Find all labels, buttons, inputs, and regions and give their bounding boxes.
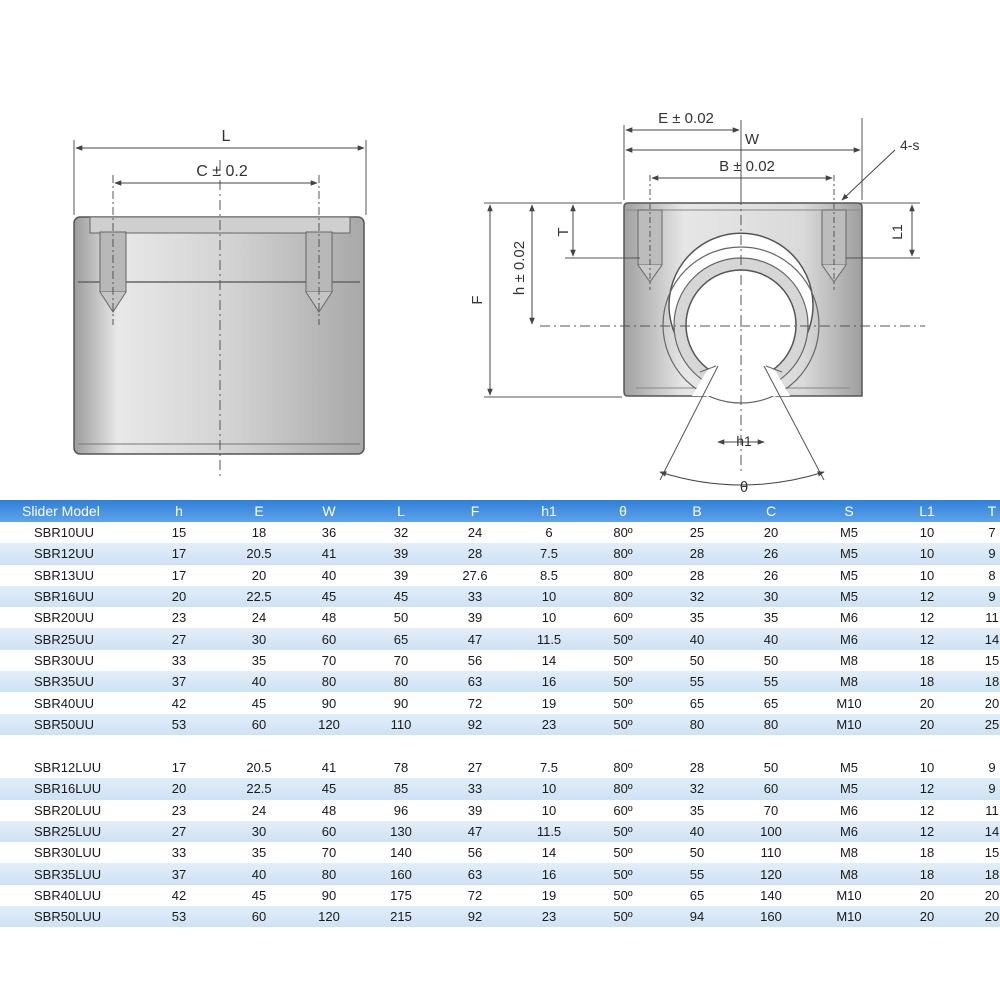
table-cell: 10 — [890, 522, 964, 543]
table-cell: 48 — [294, 800, 364, 821]
table-cell: 65 — [660, 692, 734, 713]
table-cell: 40 — [224, 863, 294, 884]
table-cell: 110 — [364, 714, 438, 735]
table-cell: 16 — [512, 863, 586, 884]
table-cell: 175 — [364, 885, 438, 906]
table-cell: 27 — [134, 821, 224, 842]
table-cell: 36 — [294, 522, 364, 543]
table-row — [0, 522, 1000, 543]
model-cell: SBR12LUU — [0, 757, 134, 778]
table-cell: 60 — [734, 778, 808, 799]
table-cell: M8 — [808, 671, 890, 692]
table-cell: 14 — [512, 842, 586, 863]
table-cell: 55 — [660, 671, 734, 692]
table-cell: 70 — [294, 842, 364, 863]
column-header: L1 — [890, 500, 964, 522]
table-cell: 80 — [294, 671, 364, 692]
table-cell: 20 — [890, 885, 964, 906]
table-cell: M5 — [808, 757, 890, 778]
model-cell: SBR20LUU — [0, 800, 134, 821]
table-cell: 40 — [224, 671, 294, 692]
table-cell: 50º — [586, 821, 660, 842]
table-row — [0, 543, 1000, 564]
table-cell: 12 — [890, 821, 964, 842]
model-cell: SBR25UU — [0, 628, 134, 649]
table-cell: 140 — [734, 885, 808, 906]
table-cell: 85 — [364, 778, 438, 799]
model-cell: SBR20UU — [0, 607, 134, 628]
model-cell: SBR35LUU — [0, 863, 134, 884]
table-cell: 14 — [512, 650, 586, 671]
column-header: E — [224, 500, 294, 522]
table-cell: 41 — [294, 543, 364, 564]
table-cell: 20 — [224, 565, 294, 586]
table-cell: 45 — [224, 692, 294, 713]
table-cell: 78 — [364, 757, 438, 778]
table-cell: 11.5 — [512, 628, 586, 649]
table-cell: M6 — [808, 821, 890, 842]
table-cell: 40 — [660, 821, 734, 842]
model-cell: SBR40UU — [0, 692, 134, 713]
table-cell: 60º — [586, 607, 660, 628]
table-cell: 32 — [660, 586, 734, 607]
table-cell: 50º — [586, 628, 660, 649]
table-cell: 20 — [134, 778, 224, 799]
table-cell: 41 — [294, 757, 364, 778]
table-cell: 42 — [134, 885, 224, 906]
table-cell: 60 — [224, 714, 294, 735]
table-row — [0, 692, 1000, 713]
table-cell: 120 — [294, 714, 364, 735]
table-cell: 7 — [964, 522, 1000, 543]
separator-cell — [0, 735, 1000, 757]
table-cell: 11 — [964, 607, 1000, 628]
table-row — [0, 906, 1000, 927]
model-cell: SBR50UU — [0, 714, 134, 735]
table-cell: 42 — [134, 692, 224, 713]
column-header: C — [734, 500, 808, 522]
table-cell: M5 — [808, 543, 890, 564]
table-cell: 9 — [964, 543, 1000, 564]
table-row — [0, 863, 1000, 884]
table-cell: 50º — [586, 692, 660, 713]
table-cell: 65 — [660, 885, 734, 906]
column-header: W — [294, 500, 364, 522]
table-cell: 50º — [586, 885, 660, 906]
model-cell: SBR50LUU — [0, 906, 134, 927]
model-cell: SBR12UU — [0, 543, 134, 564]
label-B: B ± 0.02 — [719, 158, 775, 175]
table-cell: 28 — [438, 543, 512, 564]
table-cell: 10 — [512, 800, 586, 821]
table-cell: 10 — [890, 543, 964, 564]
table-cell: 47 — [438, 821, 512, 842]
table-cell: 47 — [438, 628, 512, 649]
label-F: F — [469, 295, 486, 305]
table-cell: 12 — [890, 607, 964, 628]
table-cell: 23 — [512, 714, 586, 735]
model-cell: SBR16UU — [0, 586, 134, 607]
table-cell: 45 — [364, 586, 438, 607]
table-cell: 55 — [660, 863, 734, 884]
table-cell: 33 — [438, 586, 512, 607]
label-E: E ± 0.02 — [658, 110, 714, 127]
table-cell: 35 — [660, 800, 734, 821]
table-cell: 23 — [512, 906, 586, 927]
model-cell: SBR10UU — [0, 522, 134, 543]
table-cell: M10 — [808, 885, 890, 906]
table-cell: 18 — [224, 522, 294, 543]
table-row — [0, 650, 1000, 671]
table-cell: 45 — [294, 586, 364, 607]
table-row — [0, 714, 1000, 735]
label-C: C ± 0.2 — [196, 163, 248, 180]
table-cell: M8 — [808, 650, 890, 671]
table-cell: 53 — [134, 714, 224, 735]
table-cell: 27 — [438, 757, 512, 778]
table-cell: 96 — [364, 800, 438, 821]
table-cell: 10 — [890, 565, 964, 586]
table-cell: 12 — [890, 800, 964, 821]
table-cell: 70 — [364, 650, 438, 671]
column-header: θ — [586, 500, 660, 522]
table-cell: 28 — [660, 565, 734, 586]
table-cell: 50 — [734, 650, 808, 671]
label-theta: θ — [739, 479, 749, 496]
label-W: W — [744, 131, 760, 148]
table-cell: 80º — [586, 522, 660, 543]
table-cell: 18 — [890, 863, 964, 884]
table-cell: 60 — [294, 821, 364, 842]
table-cell: 50º — [586, 650, 660, 671]
table-row — [0, 607, 1000, 628]
table-cell: 37 — [134, 671, 224, 692]
table-cell: M10 — [808, 692, 890, 713]
table-cell: M5 — [808, 522, 890, 543]
table-cell: 80º — [586, 778, 660, 799]
table-group-separator — [0, 735, 1000, 757]
table-cell: 92 — [438, 714, 512, 735]
table-cell: 80 — [660, 714, 734, 735]
table-cell: 90 — [294, 885, 364, 906]
table-cell: 28 — [660, 757, 734, 778]
table-cell: 20 — [890, 714, 964, 735]
table-cell: 35 — [224, 842, 294, 863]
table-row — [0, 800, 1000, 821]
table-cell: 25 — [660, 522, 734, 543]
table-cell: 160 — [734, 906, 808, 927]
label-h: h ± 0.02 — [511, 240, 528, 296]
table-cell: 10 — [512, 607, 586, 628]
table-row — [0, 885, 1000, 906]
table-cell: 70 — [734, 800, 808, 821]
table-row — [0, 565, 1000, 586]
column-header: Slider Model — [0, 500, 134, 522]
model-cell: SBR25LUU — [0, 821, 134, 842]
table-cell: M8 — [808, 842, 890, 863]
table-cell: 94 — [660, 906, 734, 927]
table-cell: 20.5 — [224, 757, 294, 778]
table-cell: 50º — [586, 906, 660, 927]
table-cell: 45 — [294, 778, 364, 799]
table-cell: 80º — [586, 543, 660, 564]
table-cell: 39 — [438, 607, 512, 628]
table-cell: 33 — [438, 778, 512, 799]
table-cell: 15 — [964, 842, 1000, 863]
table-cell: 20 — [134, 586, 224, 607]
table-cell: 20 — [964, 692, 1000, 713]
table-cell: M10 — [808, 906, 890, 927]
front-view — [469, 110, 925, 496]
table-cell: 8.5 — [512, 565, 586, 586]
table-cell: 32 — [660, 778, 734, 799]
table-cell: 80 — [294, 863, 364, 884]
table-cell: 50º — [586, 671, 660, 692]
table-cell: 9 — [964, 757, 1000, 778]
column-header: h1 — [512, 500, 586, 522]
table-cell: 35 — [224, 650, 294, 671]
table-row — [0, 757, 1000, 778]
table-cell: 22.5 — [224, 586, 294, 607]
table-cell: 9 — [964, 586, 1000, 607]
table-cell: 37 — [134, 863, 224, 884]
table-cell: 48 — [294, 607, 364, 628]
table-cell: 20 — [890, 906, 964, 927]
table-cell: 50º — [586, 842, 660, 863]
table-row — [0, 842, 1000, 863]
table-cell: 53 — [134, 906, 224, 927]
table-row — [0, 821, 1000, 842]
table-cell: 10 — [512, 586, 586, 607]
table-cell: 12 — [890, 628, 964, 649]
column-header: L — [364, 500, 438, 522]
table-cell: 27 — [134, 628, 224, 649]
column-header: B — [660, 500, 734, 522]
table-cell: 120 — [294, 906, 364, 927]
table-cell: 9 — [964, 778, 1000, 799]
table-cell: 17 — [134, 757, 224, 778]
table-cell: 18 — [890, 650, 964, 671]
table-cell: 33 — [134, 842, 224, 863]
table-cell: 60º — [586, 800, 660, 821]
table-cell: 50 — [364, 607, 438, 628]
table-cell: 26 — [734, 543, 808, 564]
table-cell: 40 — [734, 628, 808, 649]
table-cell: 18 — [964, 863, 1000, 884]
table-cell: 80º — [586, 565, 660, 586]
table-header-row — [0, 500, 1000, 522]
table-row — [0, 586, 1000, 607]
table-cell: 90 — [364, 692, 438, 713]
table-cell: 15 — [964, 650, 1000, 671]
table-cell: 10 — [890, 757, 964, 778]
table-cell: 35 — [734, 607, 808, 628]
side-view — [74, 128, 366, 480]
table-cell: 80º — [586, 586, 660, 607]
table-cell: 72 — [438, 885, 512, 906]
table-cell: 25 — [964, 714, 1000, 735]
model-cell: SBR40LUU — [0, 885, 134, 906]
table-cell: 17 — [134, 543, 224, 564]
model-cell: SBR16LUU — [0, 778, 134, 799]
table-cell: 20.5 — [224, 543, 294, 564]
table-cell: 50 — [660, 650, 734, 671]
table-cell: 23 — [134, 607, 224, 628]
table-cell: 60 — [224, 906, 294, 927]
table-cell: 7.5 — [512, 757, 586, 778]
table-cell: 39 — [364, 565, 438, 586]
table-cell: 18 — [890, 671, 964, 692]
label-T: T — [555, 227, 572, 237]
table-cell: M6 — [808, 800, 890, 821]
table-cell: 40 — [660, 628, 734, 649]
table-cell: 100 — [734, 821, 808, 842]
table-cell: 63 — [438, 671, 512, 692]
table-cell: 30 — [734, 586, 808, 607]
table-cell: 20 — [734, 522, 808, 543]
table-row — [0, 778, 1000, 799]
table-cell: 56 — [438, 842, 512, 863]
table-cell: 19 — [512, 885, 586, 906]
table-cell: 39 — [438, 800, 512, 821]
column-header: S — [808, 500, 890, 522]
table-cell: 30 — [224, 821, 294, 842]
table-cell: 120 — [734, 863, 808, 884]
table-cell: 19 — [512, 692, 586, 713]
table-cell: 16 — [512, 671, 586, 692]
table-cell: M6 — [808, 628, 890, 649]
table-row — [0, 628, 1000, 649]
table-cell: 39 — [364, 543, 438, 564]
table-cell: 70 — [294, 650, 364, 671]
table-cell: 63 — [438, 863, 512, 884]
table-cell: 50 — [734, 757, 808, 778]
table-cell: 40 — [294, 565, 364, 586]
table-cell: 72 — [438, 692, 512, 713]
label-h1: h1 — [736, 433, 752, 449]
spec-table — [0, 500, 1000, 927]
table-cell: 11 — [964, 800, 1000, 821]
model-cell: SBR13UU — [0, 565, 134, 586]
table-cell: 15 — [134, 522, 224, 543]
table-cell: 65 — [734, 692, 808, 713]
model-cell: SBR30LUU — [0, 842, 134, 863]
table-cell: 65 — [364, 628, 438, 649]
table-cell: 27.6 — [438, 565, 512, 586]
table-cell: 20 — [964, 906, 1000, 927]
table-cell: 35 — [660, 607, 734, 628]
table-cell: 12 — [890, 778, 964, 799]
column-header: h — [134, 500, 224, 522]
table-cell: 80 — [364, 671, 438, 692]
table-cell: 60 — [294, 628, 364, 649]
table-cell: 12 — [890, 586, 964, 607]
table-cell: 24 — [224, 800, 294, 821]
table-cell: 14 — [964, 821, 1000, 842]
table-cell: 215 — [364, 906, 438, 927]
model-cell: SBR35UU — [0, 671, 134, 692]
table-cell: 30 — [224, 628, 294, 649]
label-4s: 4-s — [900, 137, 920, 153]
table-cell: 32 — [364, 522, 438, 543]
table-cell: 130 — [364, 821, 438, 842]
table-cell: 6 — [512, 522, 586, 543]
table-cell: 23 — [134, 800, 224, 821]
table-cell: 28 — [660, 543, 734, 564]
table-cell: 50º — [586, 863, 660, 884]
table-cell: 24 — [224, 607, 294, 628]
table-cell: 110 — [734, 842, 808, 863]
table-row — [0, 671, 1000, 692]
table-cell: 92 — [438, 906, 512, 927]
table-cell: 18 — [964, 671, 1000, 692]
table-cell: 50 — [660, 842, 734, 863]
table-cell: 24 — [438, 522, 512, 543]
table-cell: 140 — [364, 842, 438, 863]
table-cell: 45 — [224, 885, 294, 906]
table-cell: 80 — [734, 714, 808, 735]
table-cell: M10 — [808, 714, 890, 735]
column-header: F — [438, 500, 512, 522]
label-L1: L1 — [889, 224, 905, 240]
column-header: T — [964, 500, 1000, 522]
table-cell: 20 — [890, 692, 964, 713]
table-cell: M6 — [808, 607, 890, 628]
table-cell: 18 — [890, 842, 964, 863]
table-cell: 14 — [964, 628, 1000, 649]
table-cell: 7.5 — [512, 543, 586, 564]
table-cell: 26 — [734, 565, 808, 586]
table-cell: 22.5 — [224, 778, 294, 799]
table-cell: 90 — [294, 692, 364, 713]
table-cell: M5 — [808, 586, 890, 607]
table-cell: 20 — [964, 885, 1000, 906]
table-cell: 11.5 — [512, 821, 586, 842]
table-cell: M5 — [808, 778, 890, 799]
table-cell: 17 — [134, 565, 224, 586]
model-cell: SBR30UU — [0, 650, 134, 671]
label-L: L — [221, 128, 231, 145]
table-cell: M8 — [808, 863, 890, 884]
table-cell: 55 — [734, 671, 808, 692]
table-cell: 56 — [438, 650, 512, 671]
table-cell: 10 — [512, 778, 586, 799]
table-cell: M5 — [808, 565, 890, 586]
table-cell: 80º — [586, 757, 660, 778]
table-cell: 160 — [364, 863, 438, 884]
table-cell: 33 — [134, 650, 224, 671]
table-cell: 8 — [964, 565, 1000, 586]
table-cell: 50º — [586, 714, 660, 735]
